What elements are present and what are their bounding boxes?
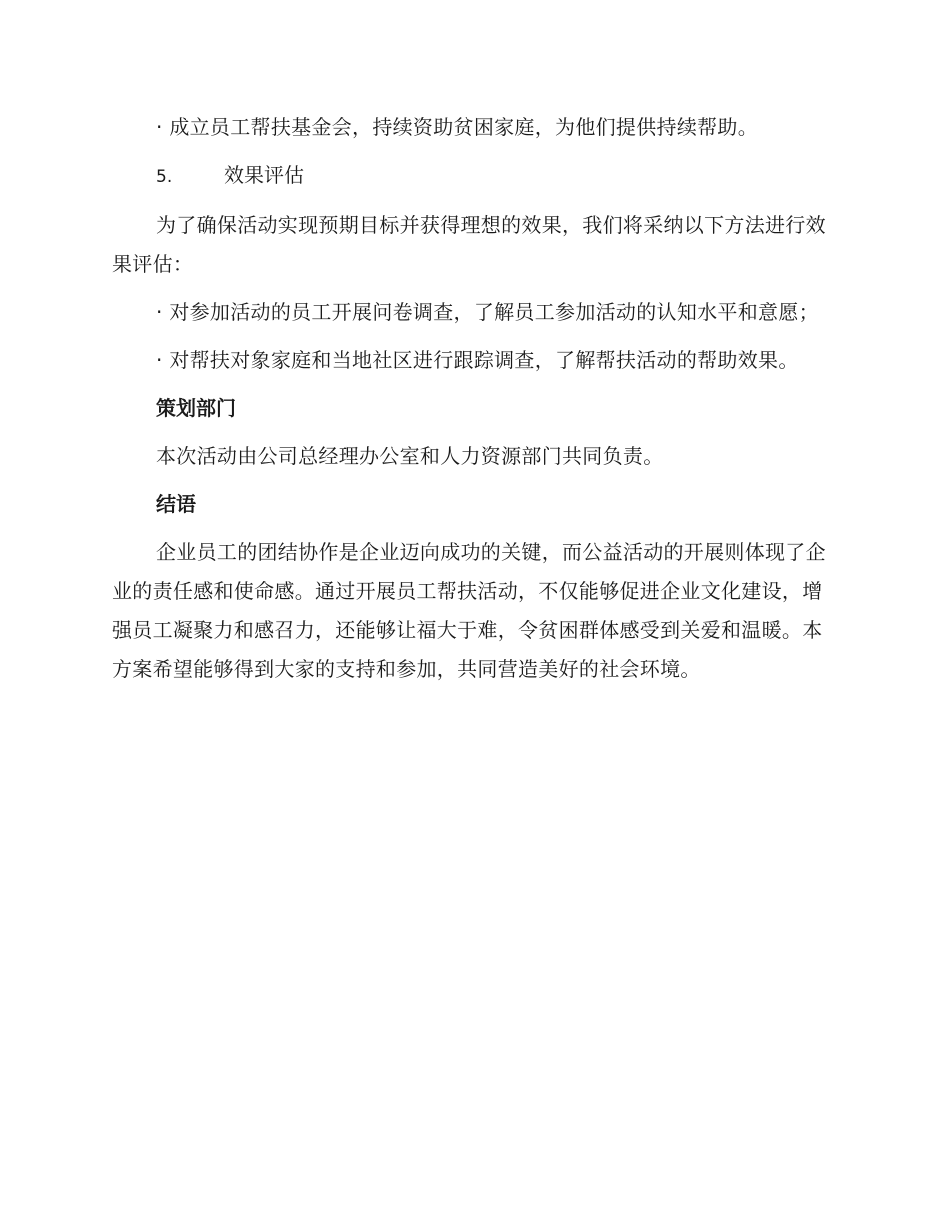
document-body xyxy=(112,108,832,698)
conclusion-text: 企业员工的团结协作是企业迈向成功的关键，而公益活动的开展则体现了企业的责任感和使命感。通过开展员工帮扶活动，不仅能够促进企业文化建设，增强员工凝聚力和感召力，还能够让福大于难，令贫困群体感受到关爱和温暖。本方案希望能够得到大家的支持和参加，共同营造美好的社会环境。 xyxy=(112,540,826,681)
conclusion-heading: 结语 xyxy=(156,492,196,516)
bullet-tracking: · 对帮扶对象家庭和当地社区进行跟踪调查，了解帮扶活动的帮助效果。 xyxy=(156,348,799,372)
evaluation-intro: 为了确保活动实现预期目标并获得理想的效果，我们将采纳以下方法进行效果评估： xyxy=(112,213,826,276)
section-heading-evaluation xyxy=(112,156,832,197)
bullet-fund: · 成立员工帮扶基金会，持续资助贫困家庭，为他们提供持续帮助。 xyxy=(156,115,759,139)
planning-heading: 策划部门 xyxy=(156,396,236,420)
section-title: 效果评估 xyxy=(224,163,304,187)
bullet-survey: · 对参加活动的员工开展问卷调查，了解员工参加活动的认知水平和意愿； xyxy=(156,300,819,324)
section-number: 5. xyxy=(156,167,173,187)
planning-text: 本次活动由公司总经理办公室和人力资源部门共同负责。 xyxy=(156,444,664,468)
